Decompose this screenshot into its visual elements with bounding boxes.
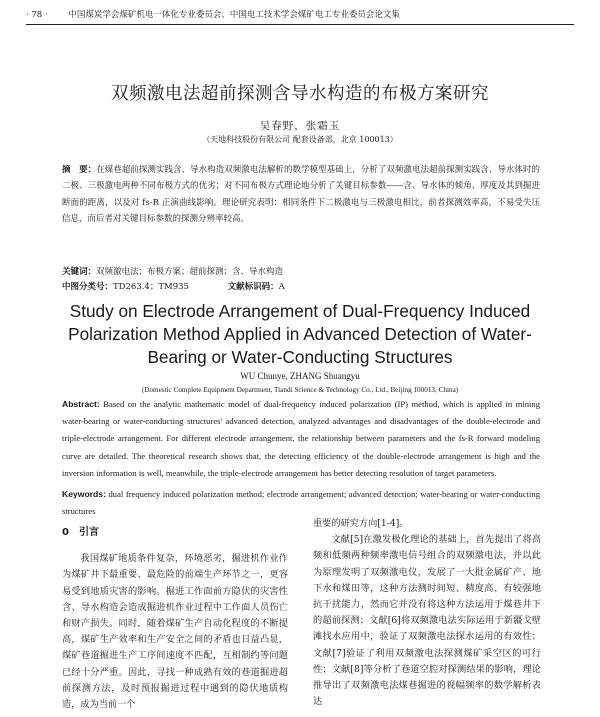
doc-code-label: 文献标识码： <box>227 282 279 292</box>
authors-en: WU Chunye, ZHANG Shuangyu <box>240 371 360 381</box>
intro-paragraph: 我国煤矿地质条件复杂，环境恶劣，掘进机作业作为煤矿井下最重要、最危险的前端生产环节之一，更容易受到地质灾害的影响。掘进工作面前方隐伏的灾害性含、导水构造会造成掘进机作业过程中工作面人员伤亡和财产损失。同时，随着煤矿生产自动化程度的不断提高，煤矿生产效率和生产安全之间的矛盾也日益凸显，煤矿巷道掘进生产工序间速度不匹配，互相制约等问题已经十分严重。因此，寻找一种成熟有效的巷道掘进超前探测方法，及时预报掘进过程中遇到的隐伏地质构造，成为当前一个 <box>62 553 288 711</box>
left-column <box>62 525 288 713</box>
affiliation-en: (Domestic Complete Equipment Department, Tiandi Science & Technology Co., Ltd., Beijing 100013, China) <box>141 386 459 394</box>
abstract-en <box>62 396 540 482</box>
keywords-zh-label: 关键词： <box>62 267 97 277</box>
abstract-en-label: Abstract: <box>62 399 100 409</box>
clc-value: TD263.4；TM935 <box>113 282 189 292</box>
intro-continuation: 重要的研究方向[1-4]。 <box>313 518 409 529</box>
keywords-en-text: dual frequency induced polarization method; electrode arrangement; advanced detection; water-bearing or water-conducting structures <box>62 489 540 516</box>
keywords-en-label: Keywords: <box>62 489 106 499</box>
page-number: · 78 · <box>26 10 48 20</box>
running-header-text: 中国煤炭学会煤矿机电一体化专业委员会、中国电工技术学会煤矿电工专业委员会论文集 <box>68 10 400 20</box>
right-column <box>313 516 541 710</box>
clc-label: 中图分类号： <box>62 282 114 292</box>
paper-title-zh: 双频激电法超前探测含导水构造的布极方案研究 <box>111 84 489 104</box>
running-header <box>26 6 574 25</box>
abstract-zh <box>62 162 540 228</box>
keywords-zh <box>62 265 540 280</box>
paper-title-en: Study on Electrode Arrangement of Dual-Frequency Induced Polarization Method Applied in Advanced Detection of Water-Bearing or Water-Conducting Structures <box>68 301 532 367</box>
abstract-en-text: Based on the analytic mathematic model of dual-frequency induced polarization (IP) method, which is applied in mining water-bearing or water-conducting structures' advanced detection, analyzed advantages and disadvantages of the double-electrode and triple-electrode arrangement. For different electrode arrangement, the relationship between parameters and the fs-R forward modeling curve are detailed. The theoretical research shows that, the detecting efficiency of the double-electrode arrangement is high and the inversion information is well, meanwhile, the triple-electrode arrangement has better detecting resolution of target parameters. <box>62 399 540 478</box>
abstract-zh-label: 摘 要： <box>62 165 97 175</box>
keywords-en <box>62 486 540 520</box>
doc-code-value: A <box>278 282 285 292</box>
keywords-zh-text: 双频激电法；布极方案；超前探测；含、导水构造 <box>96 267 284 277</box>
section-heading-intro: 0 引言 <box>62 527 99 538</box>
abstract-zh-text: 在煤巷超前探测实践含、导水构造双频激电法解析的数学模型基础上，分析了双频激电法超前探测实践含、导水体时的二极、三极激电两种不同布极方式的优劣；对不同布极方式理论地分析了关键目标参数——含、导水体的倾角、厚度及其到掘进断面的距离，以及对 fs-R 正演曲线影响。理论研究表明：相同条件下二极激电与三极激电相比，前者探测效率高，不易受失压信息，而后者对关键目标参数的探测分辨率较高。 <box>62 165 540 225</box>
classification-zh <box>62 280 540 295</box>
authors-zh: 吴春野，张霜玉 <box>259 120 341 132</box>
literature-paragraph: 文献[5]在激发极化理论的基础上，首先提出了将高频和低频两种频率激电信号组合的双频激电法，并以此为原理发明了双频激电仪，发展了一大批金属矿产、地下水和煤田等，这种方法测时间短、精度高、有较强地抗干扰能力，然而它并没有将这种方法运用于煤巷井下的超前探测；文献[6]将双频激电法实际运用于新疆戈壁滩找水应用中，验证了双频激电法探水运用的有效性；文献[7]验证了利用双频激电法探测煤矿采空区的可行性；文献[8]等分析了巷道空腔对探测结果的影响，理论推导出了双频激电法煤巷掘进的视幅频率的数学解析表达 <box>313 534 541 708</box>
affiliation-zh: （天地科技股份有限公司 配套设备部，北京 100013） <box>202 135 398 144</box>
